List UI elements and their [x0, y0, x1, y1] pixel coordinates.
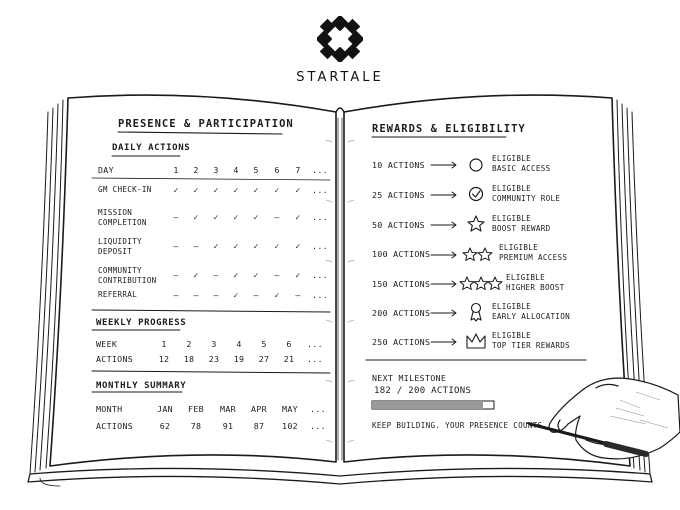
month-name: JAN — [157, 404, 173, 414]
tier-reward-label: HIGHER BOOST — [506, 283, 565, 292]
week-label: WEEK — [96, 339, 118, 349]
check-mark: ✓ — [253, 212, 259, 222]
tier-reward-label: BOOST REWARD — [492, 224, 551, 233]
tier-actions: 25 ACTIONS — [372, 190, 425, 200]
day-label: DAY — [98, 165, 114, 175]
check-mark: ✓ — [295, 241, 301, 251]
monthly-action-count: 78 — [190, 421, 202, 431]
tier-actions: 150 ACTIONS — [372, 279, 431, 289]
milestone-footer-text: KEEP BUILDING. YOUR PRESENCE COUNTS. — [372, 421, 548, 430]
tier-actions: 100 ACTIONS — [372, 249, 431, 259]
tier-actions: 10 ACTIONS — [372, 160, 425, 170]
more-months-ellipsis: ... — [310, 404, 326, 414]
tier-actions: 50 ACTIONS — [372, 220, 425, 230]
left-page-title: PRESENCE & PARTICIPATION — [118, 118, 294, 130]
daily-row-label: CONTRIBUTION — [98, 276, 157, 285]
tier-actions: 200 ACTIONS — [372, 308, 431, 318]
month-name: MAY — [282, 404, 298, 414]
week-number: 5 — [261, 339, 267, 349]
check-mark: ✓ — [233, 241, 239, 251]
month-name: APR — [251, 404, 267, 414]
check-mark: ✓ — [213, 185, 219, 195]
more-days-ellipsis: ... — [312, 185, 328, 195]
tier-reward-label: BASIC ACCESS — [492, 164, 551, 173]
check-mark: ✓ — [253, 241, 259, 251]
monthly-action-count: 87 — [253, 421, 265, 431]
tier-eligible-label: ELIGIBLE — [506, 273, 545, 282]
monthly-action-count: 102 — [282, 421, 298, 431]
check-mark: ✓ — [233, 270, 239, 280]
monthly-summary-title: MONTHLY SUMMARY — [96, 381, 187, 391]
dash-mark: – — [274, 212, 280, 222]
check-mark: ✓ — [295, 270, 301, 280]
more-days-ellipsis: ... — [312, 290, 328, 300]
tier-eligible-label: ELIGIBLE — [499, 243, 538, 252]
weekly-action-count: 18 — [183, 354, 195, 364]
week-number: 4 — [236, 339, 242, 349]
weekly-actions-label: ACTIONS — [96, 354, 134, 364]
day-number: 3 — [213, 165, 219, 175]
more-days-ellipsis: ... — [312, 212, 328, 222]
daily-row-label: DEPOSIT — [98, 247, 133, 256]
more-months-ellipsis: ... — [310, 421, 326, 431]
weekly-progress-title: WEEKLY PROGRESS — [96, 318, 187, 328]
right-page-title: REWARDS & ELIGIBILITY — [372, 123, 526, 135]
week-number: 1 — [161, 339, 167, 349]
monthly-actions-label: ACTIONS — [96, 421, 134, 431]
tier-eligible-label: ELIGIBLE — [492, 154, 531, 163]
tier-reward-label: PREMIUM ACCESS — [499, 253, 568, 262]
daily-row-label: COMMUNITY — [98, 266, 142, 275]
check-mark: ✓ — [193, 185, 199, 195]
dash-mark: – — [173, 290, 179, 300]
tier-eligible-label: ELIGIBLE — [492, 302, 531, 311]
week-number: 2 — [186, 339, 192, 349]
dash-mark: – — [295, 290, 301, 300]
day-number: 4 — [233, 165, 239, 175]
check-mark: ✓ — [295, 212, 301, 222]
check-mark: ✓ — [274, 241, 280, 251]
daily-row-label: GM CHECK-IN — [98, 185, 152, 194]
dash-mark: – — [193, 241, 199, 251]
tier-reward-label: EARLY ALLOCATION — [492, 312, 570, 321]
more-days-ellipsis: ... — [312, 270, 328, 280]
month-name: FEB — [188, 404, 204, 414]
more-days-ellipsis: ... — [312, 165, 328, 175]
next-milestone-label: NEXT MILESTONE — [372, 373, 447, 383]
tier-actions: 250 ACTIONS — [372, 337, 431, 347]
brand-name: STARTALE — [296, 70, 384, 85]
daily-row-label: MISSION — [98, 208, 133, 217]
tier-reward-label: TOP TIER REWARDS — [492, 341, 570, 350]
daily-row-label: REFERRAL — [98, 290, 137, 299]
more-weeks-ellipsis: ... — [307, 354, 323, 364]
check-mark: ✓ — [173, 185, 179, 195]
tier-eligible-label: ELIGIBLE — [492, 214, 531, 223]
monthly-action-count: 62 — [159, 421, 171, 431]
check-mark: ✓ — [193, 212, 199, 222]
dash-mark: – — [213, 270, 219, 280]
check-mark: ✓ — [213, 212, 219, 222]
check-mark: ✓ — [233, 290, 239, 300]
week-number: 6 — [286, 339, 292, 349]
more-days-ellipsis: ... — [312, 241, 328, 251]
check-mark: ✓ — [253, 270, 259, 280]
day-number: 5 — [253, 165, 259, 175]
month-name: MAR — [220, 404, 236, 414]
dash-mark: – — [173, 241, 179, 251]
dash-mark: – — [173, 270, 179, 280]
check-mark: ✓ — [213, 241, 219, 251]
day-number: 6 — [274, 165, 280, 175]
next-milestone-value: 182 / 200 ACTIONS — [374, 386, 472, 396]
day-number: 2 — [193, 165, 199, 175]
weekly-action-count: 12 — [158, 354, 170, 364]
day-number: 7 — [295, 165, 301, 175]
check-mark: ✓ — [193, 270, 199, 280]
week-number: 3 — [211, 339, 217, 349]
check-mark: ✓ — [274, 185, 280, 195]
check-mark: ✓ — [233, 212, 239, 222]
weekly-action-count: 27 — [258, 354, 270, 364]
daily-row-label: LIQUIDITY — [98, 237, 142, 246]
month-label: MONTH — [96, 404, 123, 414]
day-number: 1 — [173, 165, 179, 175]
weekly-action-count: 21 — [283, 354, 295, 364]
check-mark: ✓ — [253, 185, 259, 195]
weekly-action-count: 19 — [233, 354, 245, 364]
weekly-action-count: 23 — [208, 354, 220, 364]
tier-eligible-label: ELIGIBLE — [492, 184, 531, 193]
monthly-action-count: 91 — [222, 421, 234, 431]
check-mark: ✓ — [233, 185, 239, 195]
tier-eligible-label: ELIGIBLE — [492, 331, 531, 340]
dash-mark: – — [213, 290, 219, 300]
check-mark: ✓ — [274, 290, 280, 300]
milestone-progress-fill — [372, 401, 483, 409]
dash-mark: – — [193, 290, 199, 300]
daily-actions-title: DAILY ACTIONS — [112, 143, 191, 153]
more-weeks-ellipsis: ... — [307, 339, 323, 349]
check-mark: ✓ — [295, 185, 301, 195]
dash-mark: – — [253, 290, 259, 300]
daily-row-label: COMPLETION — [98, 218, 147, 227]
dash-mark: – — [274, 270, 280, 280]
tier-reward-label: COMMUNITY ROLE — [492, 194, 561, 203]
dash-mark: – — [173, 212, 179, 222]
